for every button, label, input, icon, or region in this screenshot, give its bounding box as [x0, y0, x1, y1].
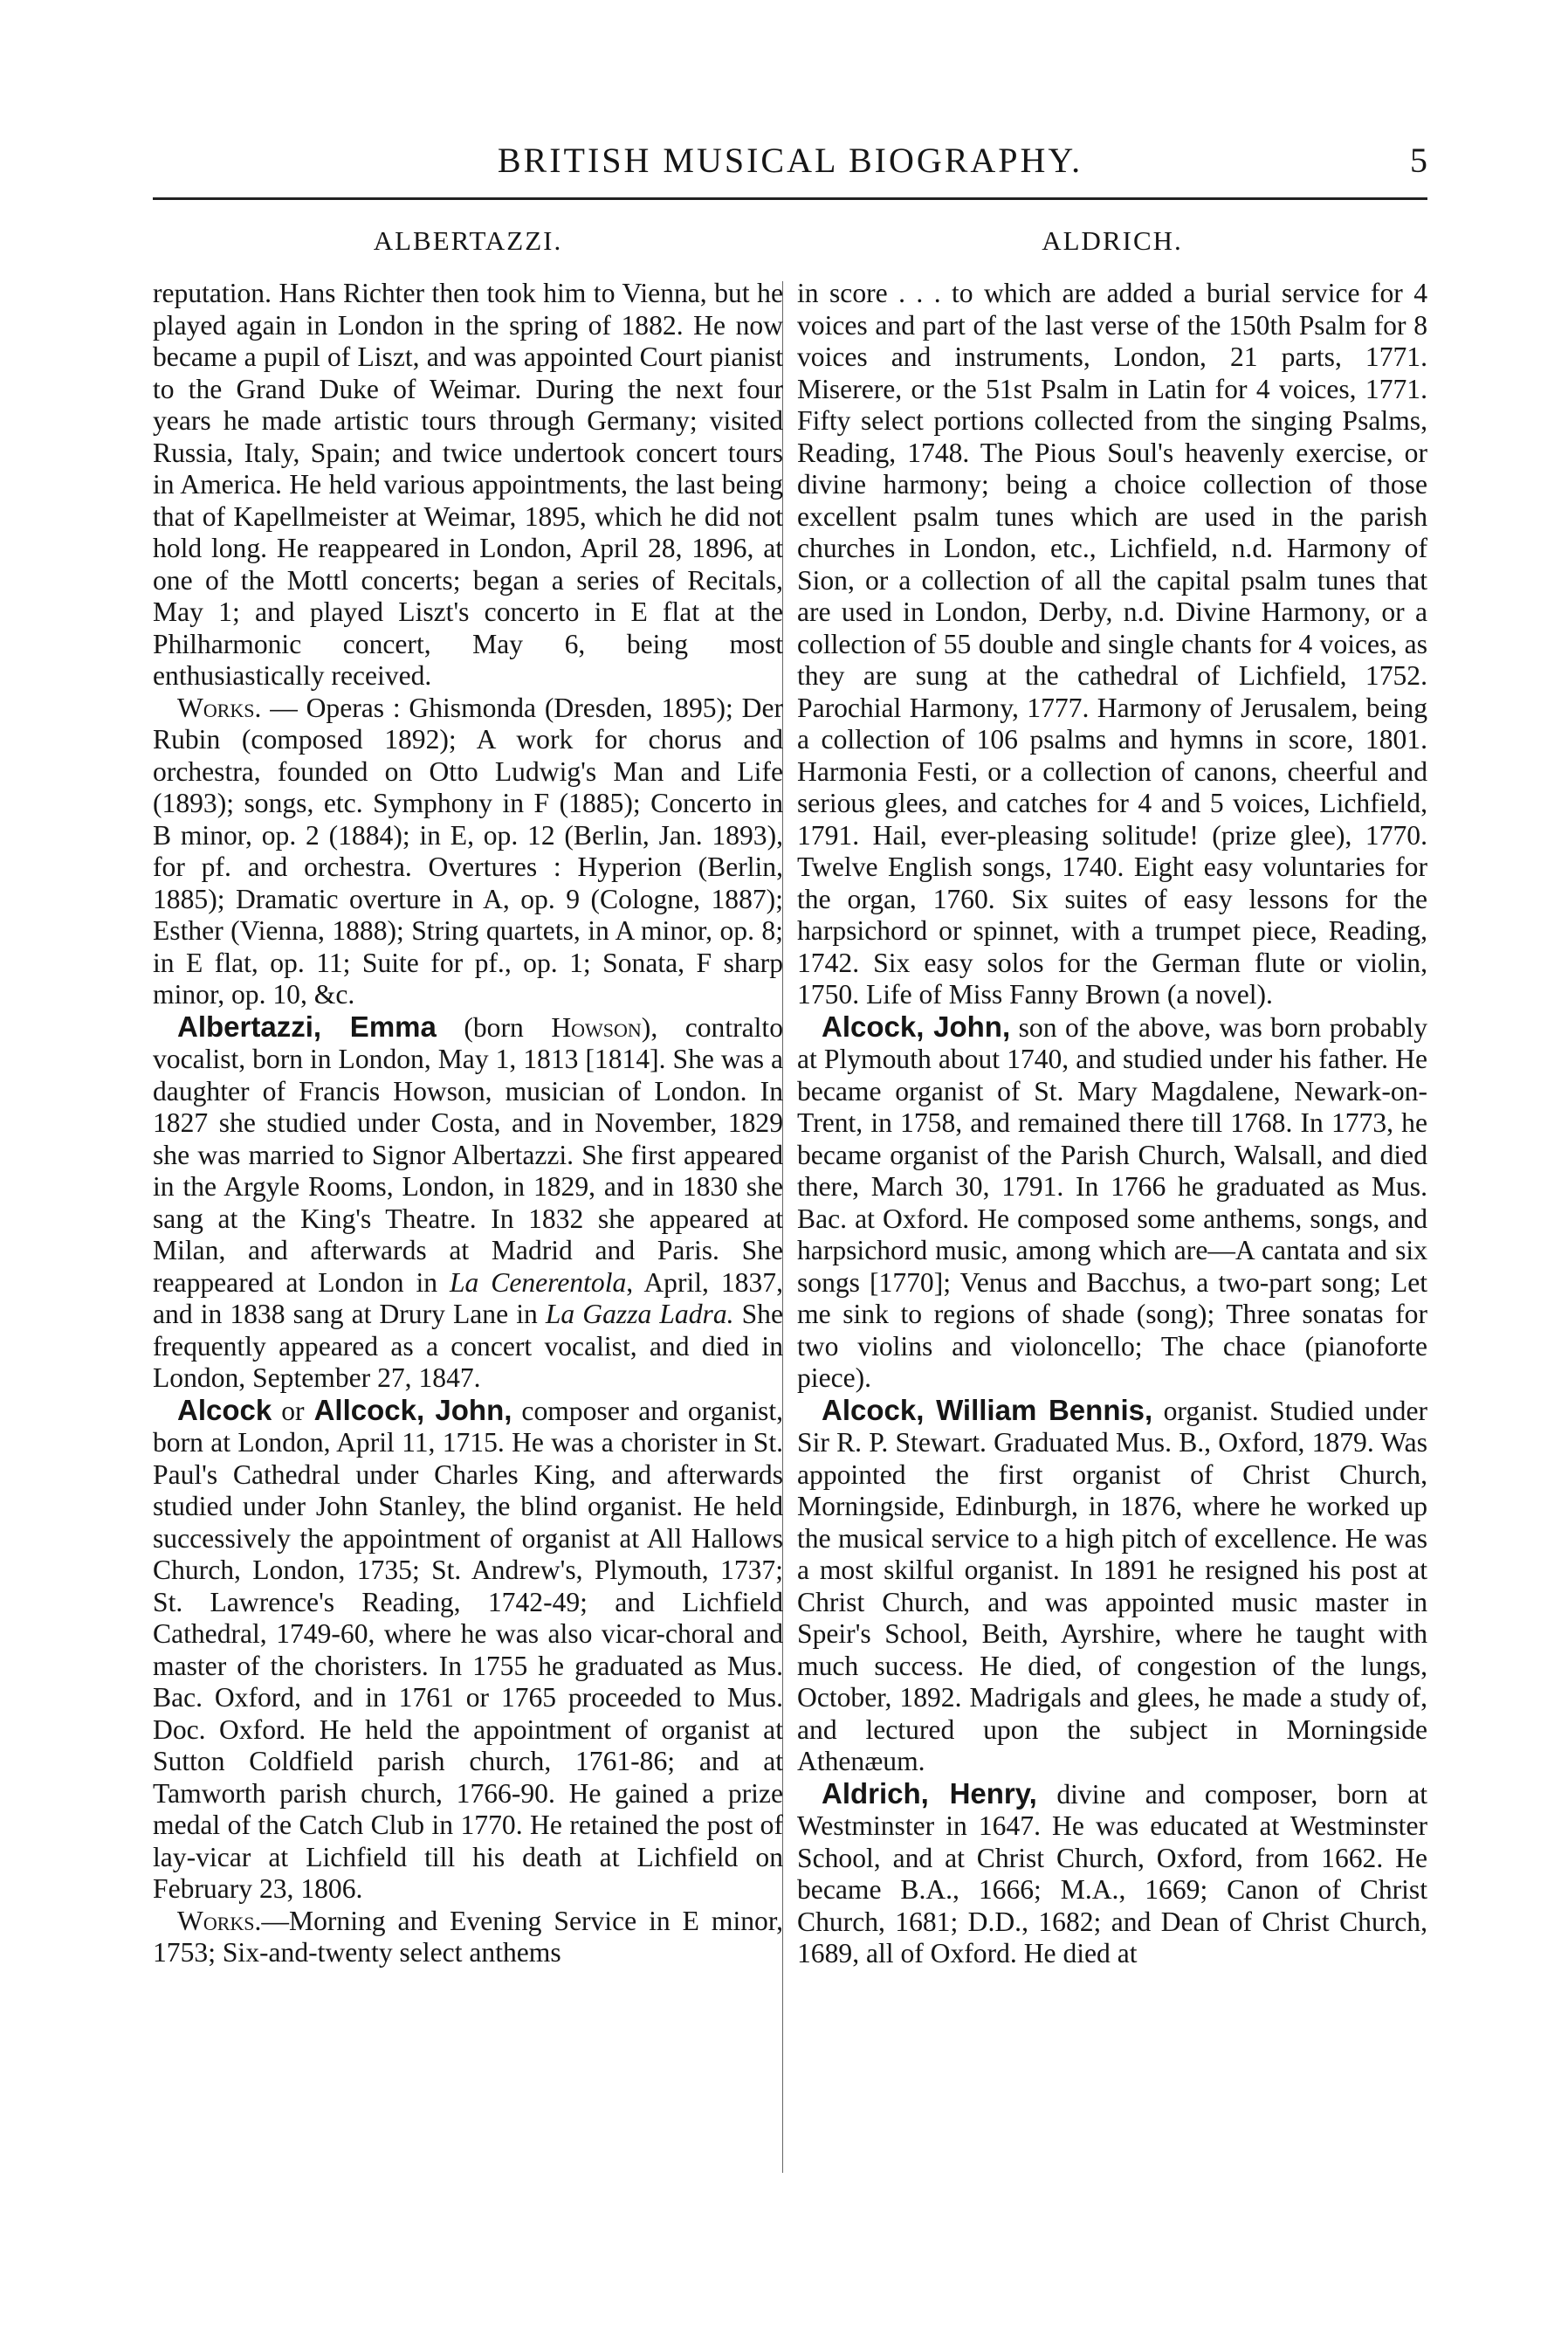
right-column — [797, 225, 1427, 2190]
running-title: BRITISH MUSICAL BIOGRAPHY. — [497, 141, 1083, 180]
entry-continuation: reputation. Hans Richter then took him to Vienna, but he played again in London in the spring of 1882. He now became a pupil of Liszt, and was appointed Court pianist to the Grand Duke of Weimar. During the next four years he made artistic tours through Germany; visited Russia, Italy, Spain; and twice undertook concert tours in America. He held various appointments, the last being that of Kapellmeister at Weimar, 1895, which he did not hold long. He reappeared in London, April 28, 1896, at one of the Mottl concerts; began a series of Recitals, May 1; and played Liszt's concerto in E flat at the Philharmonic concert, May 6, being most enthusiastically received. — [153, 278, 783, 691]
entry-heading: Alcock, John, — [822, 1010, 1011, 1043]
entry-alcock-john-1740: Alcock, John, son of the above, was born probably at Plymouth about 1740, and studied under his father. He became organist of St. Mary Magdalene, Newark-on-Trent, in 1758, and remained there till 1768. In 1773, he became organist of the Parish Church, Walsall, and died there, March 30, 1791. In 1766 he graduated as Mus. Bac. at Oxford. He composed some anthems, songs, and harpsichord music, among which are—A cantata and six songs [1770]; Venus and Bacchus, a two-part song; Let me sink to regions of shade (song); Three sonatas for two violins and violoncello; The chace (pianoforte piece). — [797, 1010, 1427, 1393]
running-head — [153, 140, 1427, 192]
entry-heading: Alcock, William Bennis, — [822, 1393, 1153, 1426]
entry-alcock-john-1715: Alcock or Allcock, John, composer and organist, born at London, April 11, 1715. He was a chorister in St. Paul's Cathedral under Charles King, and afterwards studied under John Stanley, the blind organist. He held successively the appointment of organist at All Hallows Church, London, 1735; St. Andrew's, Plymouth, 1737; St. Lawrence's Reading, 1742-49; and Lichfield Cathedral, 1749-60, where he was also vicar-choral and master of the choristers. In 1755 he graduated as Mus. Bac. Oxford, and in 1761 or 1765 proceeded to Mus. Doc. Oxford. He held the appointment of organist at Sutton Coldfield parish church, 1761-86; and at Tamworth parish church, 1766-90. He gained a prize medal of the Catch Club in 1770. He retained the post of lay-vicar at Lichfield till his death at Lichfield on February 23, 1806. — [153, 1393, 783, 1904]
entry-continuation: in score . . . to which are added a burial service for 4 voices and part of the last verse of the 150th Psalm for 8 voices and instruments, London, 21 parts, 1771. Miserere, or the 51st Psalm in Latin for 4 voices, 1771. Fifty select portions collected from the singing Psalms, Reading, 1748. The Pious Soul's heavenly exercise, or divine harmony; being a choice collection of those excellent psalm tunes which are used in the parish churches in London, etc., Lichfield, n.d. Harmony of Sion, or a collection of all the capital psalm tunes that are used in London, Derby, n.d. Divine Harmony, or a collection of 55 double and single chants for 4 voices, as they are sung at the cathedral of Lichfield, 1752. Parochial Harmony, 1777. Harmony of Jerusalem, being a collection of 106 psalms and hymns in score, 1801. Harmonia Festi, or a collection of canons, cheerful and serious glees, and catches for 4 and 5 voices, Lichfield, 1791. Hail, ever-pleasing solitude! (prize glee), 1770. Twelve English songs, 1740. Eight easy voluntaries for the organ, 1760. Six suites of easy lessons for the harpsichord or spinnet, with a trumpet piece, Reading, 1742. Six easy solos for the German flute or violin, 1750. Life of Miss Fanny Brown (a novel). — [797, 278, 1427, 1010]
works-label: Works. — [177, 692, 262, 723]
right-column-heading: ALDRICH. — [1042, 225, 1183, 256]
entry-aldrich-henry: Aldrich, Henry, divine and composer, born at Westminster in 1647. He was educated at Westminster School, and at Christ Church, Oxford, from 1662. He became B.A., 1666; M.A., 1669; Canon of Christ Church, 1681; D.D., 1682; and Dean of Christ Church, 1689, all of Oxford. He died at — [797, 1776, 1427, 1968]
entry-alcock-william-bennis: Alcock, William Bennis, organist. Studied under Sir R. P. Stewart. Graduated Mus. B., Oxford, 1879. Was appointed the first organist of Christ Church, Morningside, Edinburgh, in 1876, where he worked up the musical service to a high pitch of excellence. He was a most skilful organist. In 1891 he resigned his post at Christ Church, and was appointed music master in Speir's School, Beith, Ayrshire, where he taught with much success. He died, of congestion of the lungs, October, 1892. Madrigals and glees, he made a study of, and lectured upon the subject in Morningside Athenæum. — [797, 1393, 1427, 1776]
entry-heading: Alcock — [177, 1393, 272, 1426]
left-column — [153, 225, 783, 2190]
left-column-heading: ALBERTAZZI. — [373, 225, 563, 256]
header-rule — [153, 197, 1427, 200]
entry-heading: Aldrich, Henry, — [822, 1776, 1037, 1810]
page-number: 5 — [1410, 141, 1427, 180]
entry-heading: Allcock, John, — [313, 1393, 512, 1426]
works-paragraph: Works. — Operas : Ghismonda (Dresden, 1895); Der Rubin (composed 1892); A work for chorus and orchestra, founded on Otto Ludwig's Man and Life (1893); songs, etc. Symphony in F (1885); Concerto in B minor, op. 2 (1884); in E, op. 12 (Berlin, Jan. 1893), for pf. and orchestra. Overtures : Hyperion (Berlin, 1885); Dramatic overture in A, op. 9 (Cologne, 1887); Esther (Vienna, 1888); String quartets, in A minor, op. 8; in E flat, op. 11; Suite for pf., op. 1; Sonata, F sharp minor, op. 10, &c. — [153, 692, 783, 1010]
works-paragraph: Works.—Morning and Evening Service in E minor, 1753; Six-and-twenty select anthems — [153, 1905, 783, 1968]
works-label: Works. — [177, 1905, 262, 1936]
entry-albertazzi-emma: Albertazzi, Emma (born Howson), contralto vocalist, born in London, May 1, 1813 [1814]. She was a daughter of Francis Howson, musician of London. In 1827 she studied under Costa, and in November, 1829 she was married to Signor Albertazzi. She first appeared in the Argyle Rooms, London, in 1829, and in 1830 she sang at the King's Theatre. In 1832 she appeared at Milan, and afterwards at Madrid and Paris. She reappeared at London in La Cenerentola, April, 1837, and in 1838 sang at Drury Lane in La Gazza Ladra. She frequently appeared as a concert vocalist, and died in London, September 27, 1847. — [153, 1010, 783, 1393]
entry-heading: Albertazzi, Emma — [177, 1010, 437, 1043]
